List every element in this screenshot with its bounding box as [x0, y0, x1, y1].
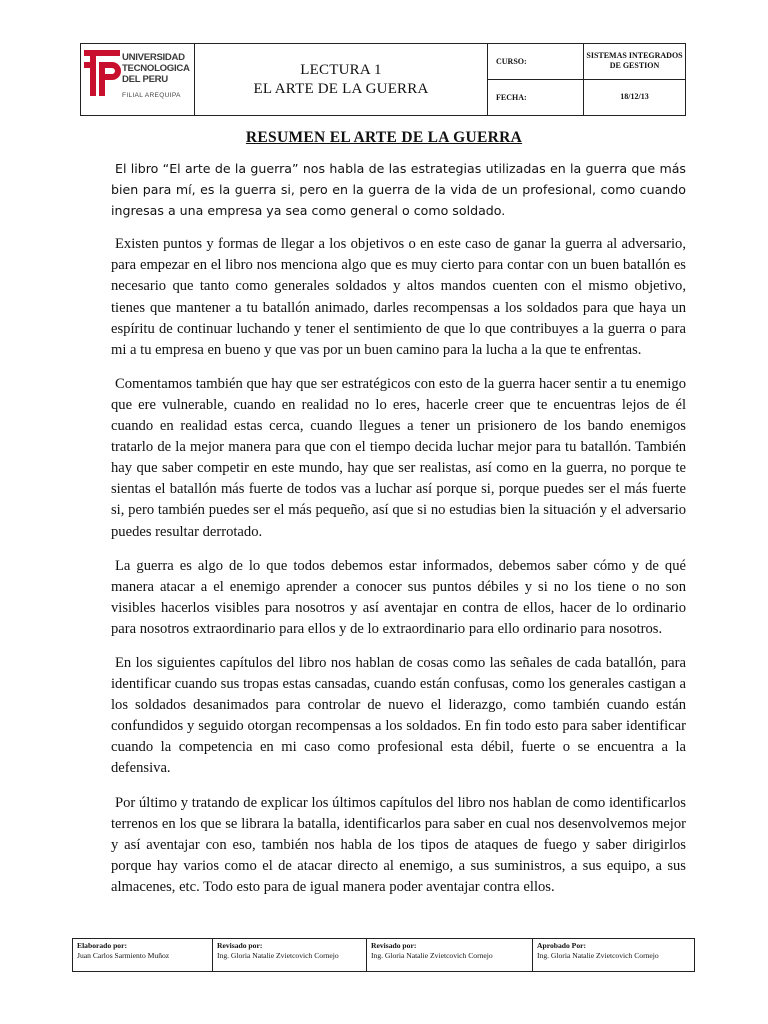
aprobado-label: Aprobado Por:	[537, 941, 587, 950]
aprobado-name: Ing. Gloria Natalie Zvietcovich Cornejo	[537, 951, 659, 960]
revisado-name-1: Ing. Gloria Natalie Zvietcovich Cornejo	[217, 951, 339, 960]
revisado-cell-1	[213, 939, 367, 971]
paragraph-2: Existen puntos y formas de llegar a los objetivos o en este caso de ganar la guerra al adversario, para empezar en el libro nos menciona algo que es muy cierto para contar con un buen batallón es necesario que tanto como generales soldados y altos mandos cuenten con el mismo objetivo, tienes que mantener a tu batallón animado, darles recompensas a los soldados para que haya un espíritu de continuar luchando y tener el sentimiento de que lo que contribuyes a la guerra o para mi a tu empresa en bueno y que vas por un buen camino para la lucha a la que te enfrentas.	[111, 236, 686, 358]
header-meta	[488, 44, 685, 115]
university-name: UNIVERSIDAD TECNOLOGICA DEL PERU	[122, 52, 190, 85]
summary-body	[111, 158, 686, 911]
document-header-table	[80, 43, 686, 116]
revisado-label-1: Revisado por:	[217, 941, 263, 950]
course-label: CURSO:	[488, 44, 584, 80]
elaborado-name: Juan Carlos Sarmiento Muñoz	[77, 951, 170, 960]
date-value: 18/12/13	[620, 92, 649, 102]
paragraph-5: En los siguientes capítulos del libro nos hablan de cosas como las señales de cada batallón, para identificar cuando sus tropas estas cansadas, cuando están confusas, como los generales castigan a los soldados desanimados para controlar de nuevo el liderazgo, como también cuando están confundidos y seguido otorgan recompensas a los soldados. En fin todo esto para saber identificar cuando la competencia en mi caso como profesional esta débil, fuerte o se encuentra a la defensiva.	[111, 654, 686, 777]
approval-footer-table	[72, 938, 695, 972]
paragraph-6: Por último y tratando de explicar los últimos capítulos del libro nos hablan de como identificarlos terrenos en los que se librara la batalla, identificarlos para saber en cual nos desenvolvemos mejor y así aventajar con eso, también nos habla de los tipos de ataques de fuego y saber dirigirlos porque hay varios como el de atacar directo al enemigo, a sus suministros, a sus equipo, a sus almacenes, etc. Todo esto para de igual manera poder aventajar contra ellos.	[111, 794, 686, 895]
course-value: SISTEMAS INTEGRADOS DE GESTION	[584, 44, 685, 80]
university-branch: FILIAL AREQUIPA	[122, 92, 181, 99]
utp-logo-icon	[84, 48, 124, 100]
reading-number: LECTURA 1	[300, 61, 382, 78]
aprobado-cell	[533, 939, 694, 971]
revisado-label-2: Revisado por:	[371, 941, 417, 950]
date-label: FECHA:	[488, 80, 584, 116]
elaborado-label: Elaborado por:	[77, 941, 127, 950]
paragraph-3: Comentamos también que hay que ser estratégicos con esto de la guerra hacer sentir a tu enemigo que ere vulnerable, cuando en realidad no lo eres, hacerle creer que te encuentras lejos de él cuando en realidad estas cerca, cuando llegues a tener un prisionero de los bando enemigos tratarlo de la mejor manera para que con el tiempo decida luchar mejor para tu batallón. También hay que saber competir en este mundo, hay que ser realistas, así como en la guerra, no porque te sientas el batallón más fuerte de todos vas a luchar así porque si, porque puedes ser el más fuerte si, pero también puedes ser el más pequeño, así que si no estudias bien la situación y el adversario puedes resultar derrotado.	[111, 375, 686, 540]
paragraph-1: El libro “El arte de la guerra” nos habla de las estrategias utilizadas en la guerra que más bien para mí, es la guerra si, pero en la guerra de la vida de un profesional, como cuando ingresas a una empresa ya sea como general o como soldado.	[111, 161, 686, 219]
elaborado-cell	[73, 939, 213, 971]
reading-name: EL ARTE DE LA GUERRA	[253, 80, 429, 97]
summary-title: RESUMEN EL ARTE DE LA GUERRA	[245, 129, 523, 146]
university-logo-cell	[81, 44, 195, 115]
revisado-name-2: Ing. Gloria Natalie Zvietcovich Cornejo	[371, 951, 493, 960]
revisado-cell-2	[367, 939, 533, 971]
paragraph-4: La guerra es algo de lo que todos debemos estar informados, debemos saber cómo y de qué manera atacar a el enemigo aprender a conocer sus puntos débiles y si no los tiene o no son visibles hacerlos visibles para nosotros y así aventajar en contra de ellos, hacer de lo ordinario para nosotros extraordinario para ellos y de lo extraordinario para ello ordinario para nosotros.	[111, 557, 686, 637]
reading-title	[195, 44, 488, 115]
